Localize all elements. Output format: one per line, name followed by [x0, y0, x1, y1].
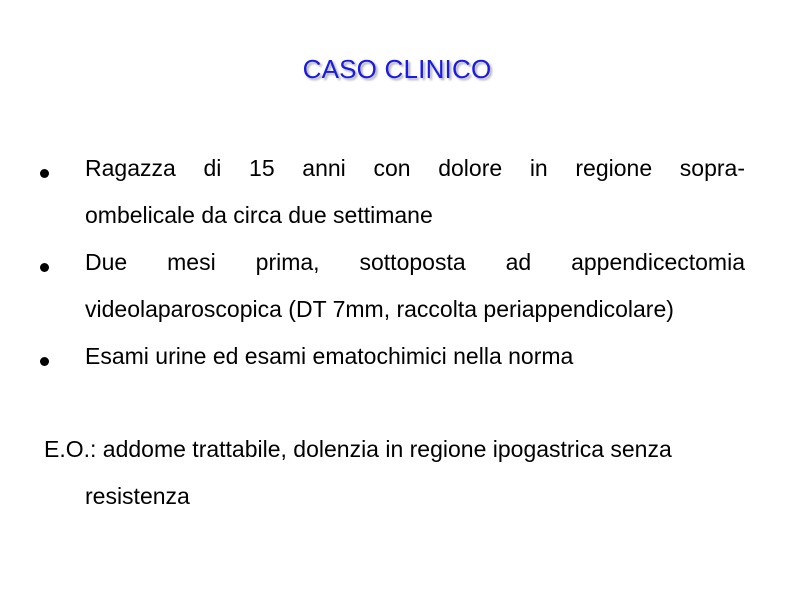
- bullet-dot: [40, 357, 49, 366]
- exam-line-1: E.O.: addome trattabile, dolenzia in regione ipogastrica senza: [44, 436, 672, 462]
- bullet-dot: [40, 263, 49, 272]
- bullet-2-line-1: Due mesi prima, sottoposta ad appendicectomia: [85, 249, 745, 275]
- bullet-2-line-2: videolaparoscopica (DT 7mm, raccolta periappendicolare): [85, 296, 674, 322]
- bullet-1-line-2: ombelicale da circa due settimane: [85, 202, 433, 228]
- bullet-3-line-1: Esami urine ed esami ematochimici nella norma: [85, 343, 574, 369]
- bullet-1-line-1: Ragazza di 15 anni con dolore in regione sopra-: [85, 155, 745, 181]
- exam-line-2: resistenza: [85, 483, 190, 509]
- bullet-dot: [40, 169, 49, 178]
- slide-title: CASO CLINICO: [302, 54, 492, 84]
